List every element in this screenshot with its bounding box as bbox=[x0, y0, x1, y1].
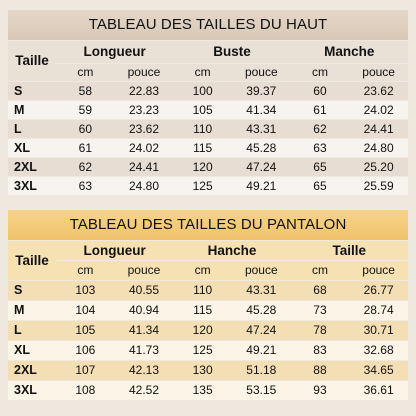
measurement-cell: 25.59 bbox=[349, 177, 408, 195]
measurement-cell: 73 bbox=[291, 301, 350, 320]
size-label: 3XL bbox=[8, 177, 56, 195]
measurement-cell: 49.21 bbox=[232, 177, 291, 195]
measurement-cell: 25.20 bbox=[349, 158, 408, 176]
size-label: S bbox=[8, 82, 56, 100]
measurement-cell: 104 bbox=[56, 301, 115, 320]
table-row bbox=[8, 139, 408, 157]
measurement-cell: 65 bbox=[291, 177, 350, 195]
table-row bbox=[8, 321, 408, 340]
table-row bbox=[8, 120, 408, 138]
measurement-cell: 23.23 bbox=[115, 101, 174, 119]
measurement-cell: 105 bbox=[173, 101, 232, 119]
measurement-cell: 41.73 bbox=[115, 341, 174, 360]
measurement-cell: 24.02 bbox=[115, 139, 174, 157]
size-label: M bbox=[8, 101, 56, 119]
top-size-table bbox=[8, 40, 408, 196]
unit-header: cm bbox=[173, 64, 232, 81]
measurement-cell: 43.31 bbox=[232, 120, 291, 138]
measurement-cell: 130 bbox=[173, 361, 232, 380]
table-row bbox=[8, 301, 408, 320]
measurement-cell: 63 bbox=[291, 139, 350, 157]
measurement-cell: 83 bbox=[291, 341, 350, 360]
table-row bbox=[8, 381, 408, 400]
unit-header: cm bbox=[291, 64, 350, 81]
size-column-header: Taille bbox=[8, 41, 56, 81]
measurement-cell: 23.62 bbox=[115, 120, 174, 138]
unit-header: pouce bbox=[115, 261, 174, 280]
measurement-cell: 39.37 bbox=[232, 82, 291, 100]
unit-header: cm bbox=[56, 64, 115, 81]
group-header: Longueur bbox=[56, 241, 173, 260]
measurement-cell: 106 bbox=[56, 341, 115, 360]
unit-header: pouce bbox=[232, 261, 291, 280]
measurement-cell: 32.68 bbox=[349, 341, 408, 360]
size-label: L bbox=[8, 321, 56, 340]
measurement-cell: 24.41 bbox=[115, 158, 174, 176]
size-label: M bbox=[8, 301, 56, 320]
unit-header: cm bbox=[291, 261, 350, 280]
unit-header: pouce bbox=[349, 261, 408, 280]
measurement-cell: 36.61 bbox=[349, 381, 408, 400]
measurement-cell: 45.28 bbox=[232, 301, 291, 320]
size-label: XL bbox=[8, 139, 56, 157]
size-label: 2XL bbox=[8, 158, 56, 176]
measurement-cell: 65 bbox=[291, 158, 350, 176]
measurement-cell: 41.34 bbox=[115, 321, 174, 340]
unit-header: pouce bbox=[115, 64, 174, 81]
measurement-cell: 40.55 bbox=[115, 281, 174, 300]
group-header: Hanche bbox=[173, 241, 290, 260]
measurement-cell: 60 bbox=[291, 82, 350, 100]
table-row bbox=[8, 101, 408, 119]
measurement-cell: 135 bbox=[173, 381, 232, 400]
size-label: 2XL bbox=[8, 361, 56, 380]
measurement-cell: 24.41 bbox=[349, 120, 408, 138]
size-label: 3XL bbox=[8, 381, 56, 400]
measurement-cell: 47.24 bbox=[232, 158, 291, 176]
size-label: L bbox=[8, 120, 56, 138]
measurement-cell: 61 bbox=[56, 139, 115, 157]
measurement-cell: 45.28 bbox=[232, 139, 291, 157]
measurement-cell: 23.62 bbox=[349, 82, 408, 100]
measurement-cell: 110 bbox=[173, 120, 232, 138]
top-chart-title: TABLEAU DES TAILLES DU HAUT bbox=[8, 10, 408, 40]
measurement-cell: 24.02 bbox=[349, 101, 408, 119]
measurement-cell: 78 bbox=[291, 321, 350, 340]
measurement-cell: 110 bbox=[173, 281, 232, 300]
measurement-cell: 42.13 bbox=[115, 361, 174, 380]
measurement-cell: 30.71 bbox=[349, 321, 408, 340]
measurement-cell: 120 bbox=[173, 321, 232, 340]
measurement-cell: 40.94 bbox=[115, 301, 174, 320]
measurement-cell: 107 bbox=[56, 361, 115, 380]
measurement-cell: 88 bbox=[291, 361, 350, 380]
group-header: Buste bbox=[173, 41, 290, 63]
size-label: S bbox=[8, 281, 56, 300]
measurement-cell: 103 bbox=[56, 281, 115, 300]
table-row bbox=[8, 82, 408, 100]
group-header: Manche bbox=[291, 41, 408, 63]
group-header: Longueur bbox=[56, 41, 173, 63]
measurement-cell: 115 bbox=[173, 139, 232, 157]
bottom-chart-title: TABLEAU DES TAILLES DU PANTALON bbox=[8, 210, 408, 240]
measurement-cell: 93 bbox=[291, 381, 350, 400]
table-row bbox=[8, 361, 408, 380]
unit-header: pouce bbox=[232, 64, 291, 81]
measurement-cell: 24.80 bbox=[115, 177, 174, 195]
group-header: Taille bbox=[291, 241, 408, 260]
measurement-cell: 62 bbox=[56, 158, 115, 176]
measurement-cell: 61 bbox=[291, 101, 350, 119]
measurement-cell: 62 bbox=[291, 120, 350, 138]
bottom-size-chart bbox=[8, 210, 408, 410]
table-row bbox=[8, 177, 408, 195]
measurement-cell: 34.65 bbox=[349, 361, 408, 380]
measurement-cell: 108 bbox=[56, 381, 115, 400]
table-row bbox=[8, 341, 408, 360]
size-column-header: Taille bbox=[8, 241, 56, 280]
measurement-cell: 41.34 bbox=[232, 101, 291, 119]
measurement-cell: 28.74 bbox=[349, 301, 408, 320]
measurement-cell: 53.15 bbox=[232, 381, 291, 400]
measurement-cell: 43.31 bbox=[232, 281, 291, 300]
unit-header: cm bbox=[56, 261, 115, 280]
measurement-cell: 120 bbox=[173, 158, 232, 176]
measurement-cell: 115 bbox=[173, 301, 232, 320]
table-row bbox=[8, 158, 408, 176]
top-size-chart bbox=[8, 10, 408, 200]
measurement-cell: 125 bbox=[173, 177, 232, 195]
unit-header: cm bbox=[173, 261, 232, 280]
size-label: XL bbox=[8, 341, 56, 360]
measurement-cell: 26.77 bbox=[349, 281, 408, 300]
measurement-cell: 59 bbox=[56, 101, 115, 119]
measurement-cell: 42.52 bbox=[115, 381, 174, 400]
measurement-cell: 47.24 bbox=[232, 321, 291, 340]
measurement-cell: 105 bbox=[56, 321, 115, 340]
measurement-cell: 63 bbox=[56, 177, 115, 195]
bottom-size-table bbox=[8, 240, 408, 401]
measurement-cell: 51.18 bbox=[232, 361, 291, 380]
measurement-cell: 60 bbox=[56, 120, 115, 138]
unit-header: pouce bbox=[349, 64, 408, 81]
measurement-cell: 100 bbox=[173, 82, 232, 100]
measurement-cell: 125 bbox=[173, 341, 232, 360]
table-row bbox=[8, 281, 408, 300]
measurement-cell: 22.83 bbox=[115, 82, 174, 100]
measurement-cell: 49.21 bbox=[232, 341, 291, 360]
measurement-cell: 58 bbox=[56, 82, 115, 100]
measurement-cell: 68 bbox=[291, 281, 350, 300]
measurement-cell: 24.80 bbox=[349, 139, 408, 157]
